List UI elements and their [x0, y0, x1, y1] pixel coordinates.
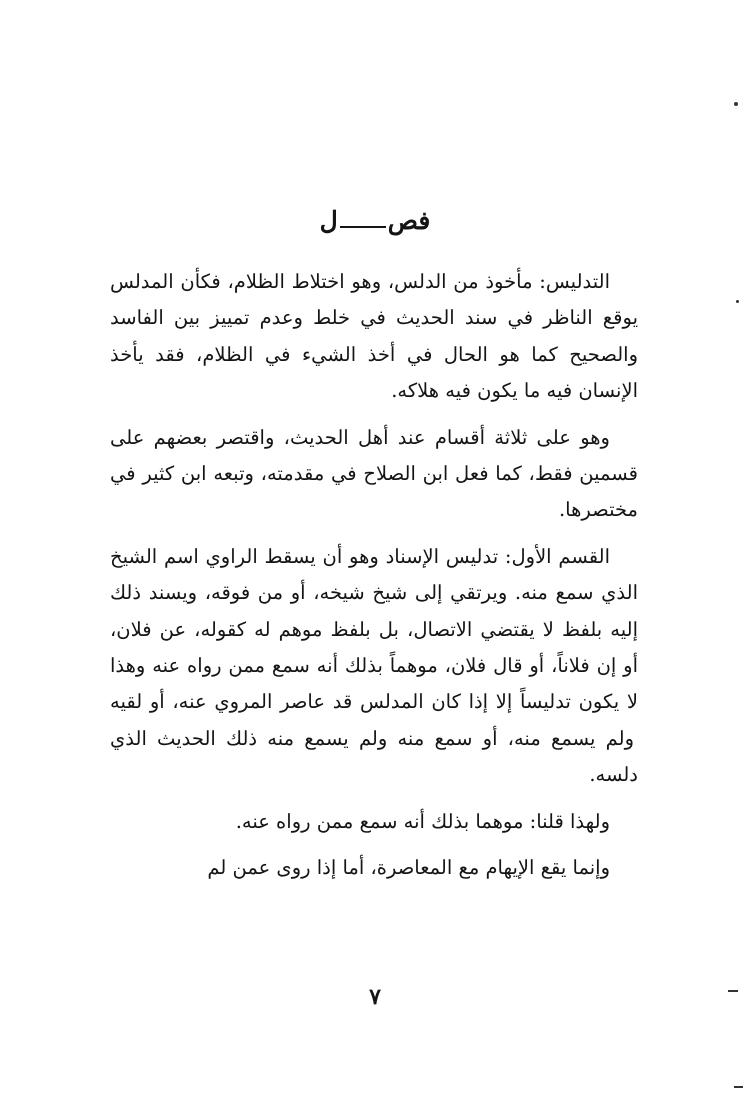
text-line: ولهذا قلنا: موهما بذلك أنه سمع ممن رواه عنه. [235, 809, 610, 833]
paragraph-first-category [110, 539, 638, 794]
text-line: وإنما يقع الإيهام مع المعاصرة، أما إذا روى عمن لم [207, 856, 610, 880]
paragraph-contemporaneity [110, 850, 638, 886]
text-line: الشيخ الذي سمع منه. ويرتقي إلى شيخ شيخه، أو من [110, 544, 639, 605]
paragraph-categories [110, 420, 638, 529]
text-line: إلا إذا كان المدلس قد عاصر المروي عنه، أو لقيه ولم [110, 690, 634, 750]
paragraph-explanation [110, 804, 638, 840]
text-line: الظلام، فقد يأخذ الإنسان فيه ما يكون فيه هلاكه. [110, 342, 638, 403]
text-line: وهو على ثلاثة أقسام عند أهل الحديث، واقتصر [207, 425, 610, 449]
text-line: وتبعه ابن كثير في مختصرها. [110, 462, 638, 522]
body-text [110, 264, 638, 887]
section-heading [0, 206, 750, 235]
text-line: بعضهم على قسمين فقط، كما فعل ابن الصلاح في مقدمته، [110, 425, 639, 486]
heading-start: فص [387, 206, 431, 235]
text-line: تمييز بين الفاسد والصحيح كما هو الحال في أخذ الشيء في [110, 306, 639, 366]
page-number: ٧ [369, 984, 381, 1010]
text-line: فكأن المدلس يوقع الناظر في سند الحديث في خلط وعدم [110, 270, 638, 330]
heading-kashida [340, 226, 386, 228]
scan-mark [734, 1086, 743, 1088]
heading-end: ل [319, 206, 338, 235]
scan-speck [734, 102, 738, 106]
paragraph-definition [110, 264, 638, 410]
text-line: دلسه. [589, 763, 638, 787]
text-line: موهماً بذلك أنه سمع ممن رواه عنه وهذا لا يكون تدليساً [110, 654, 638, 714]
text-line: فوقه، ويسند ذلك إليه بلفظ لا يقتضي الاتصال، بل بلفظ [110, 581, 638, 641]
text-line: موهم له كقوله، عن فلان، أو إن فلاناً، أو قال فلان، [110, 617, 639, 678]
text-line: القسم الأول: تدليس الإسناد وهو أن يسقط الراوي اسم [157, 544, 610, 568]
scan-mark [728, 990, 738, 992]
text-line: التدليس: مأخوذ من الدلس، وهو اختلاط الظلام، [220, 270, 610, 293]
scan-speck [736, 300, 739, 303]
text-line: يسمع منه، أو سمع منه ولم يسمع منه ذلك الحديث الذي [110, 726, 596, 750]
